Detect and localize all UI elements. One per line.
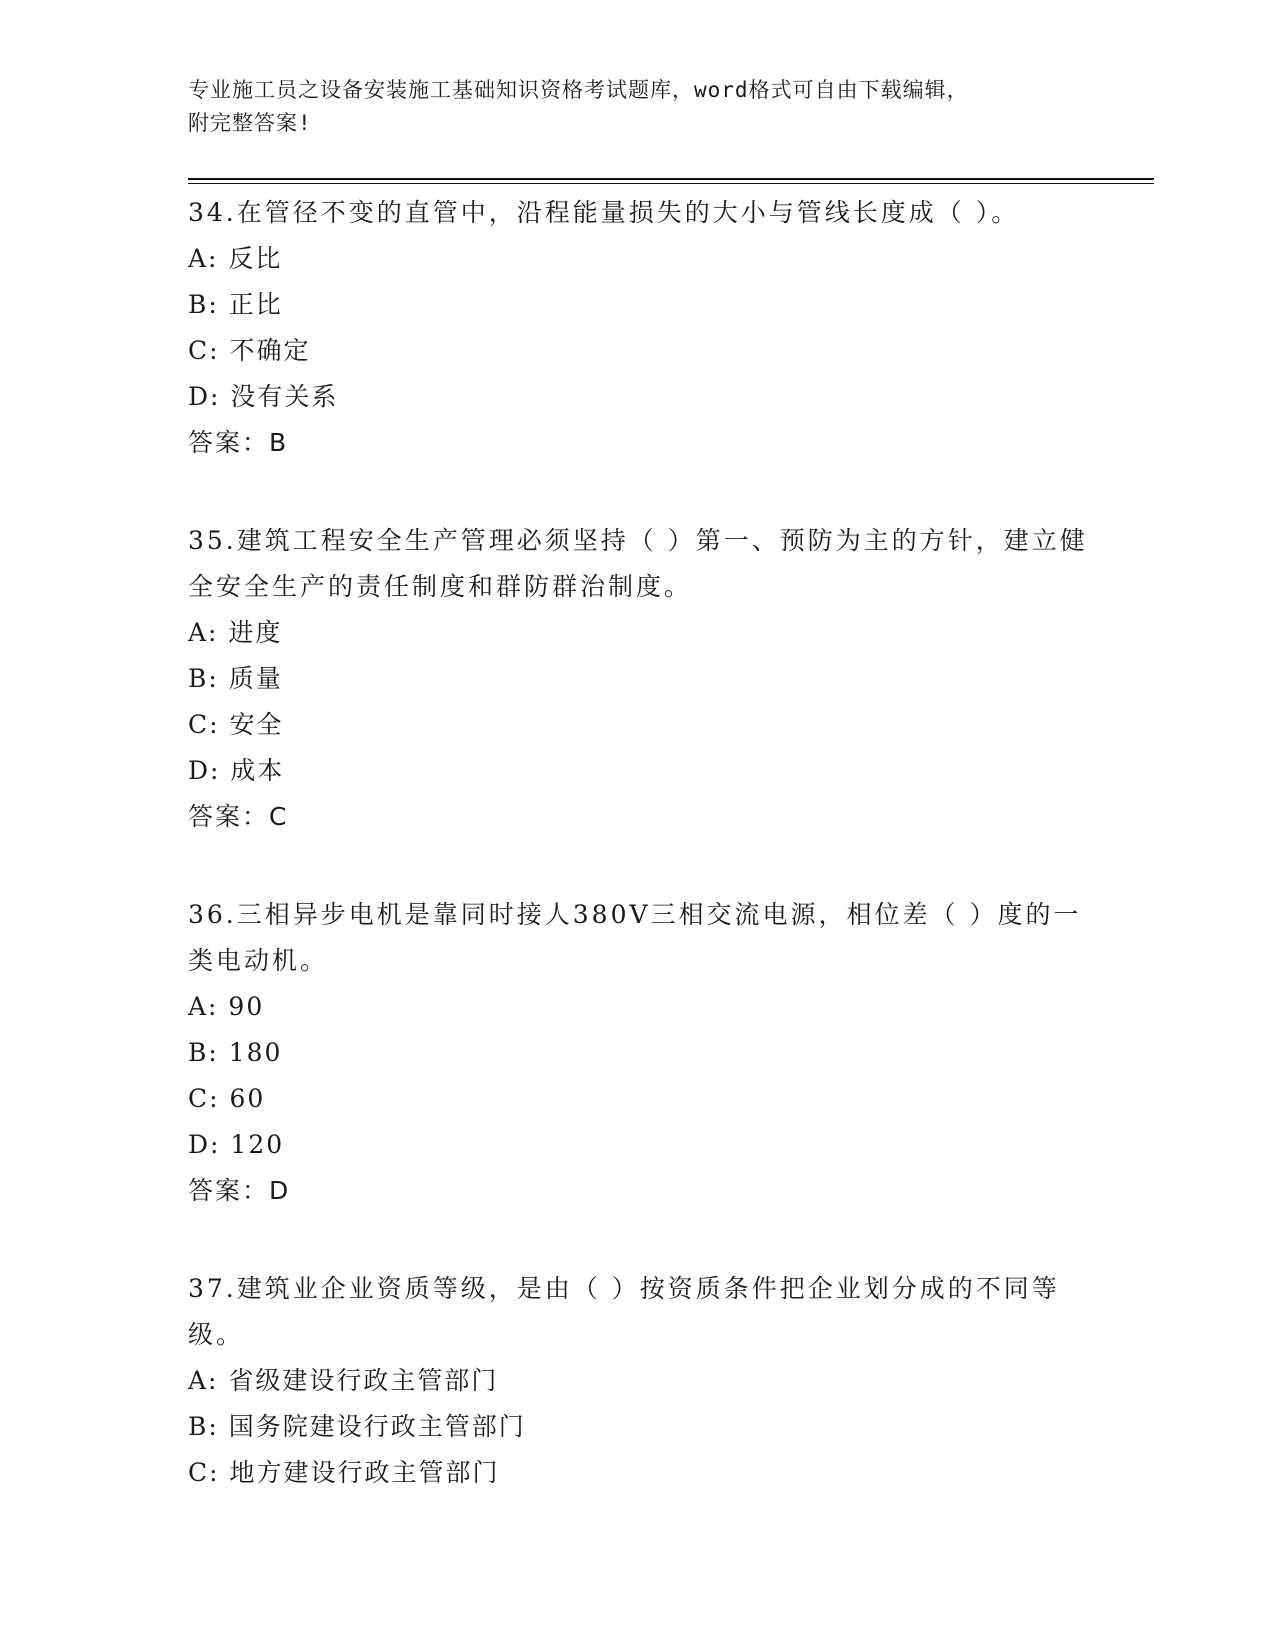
header-line-2: 附完整答案! — [188, 111, 312, 135]
option-d: D: 成本 — [188, 756, 285, 785]
option-d: D: 没有关系 — [188, 382, 339, 411]
question-37 — [188, 1266, 1088, 1496]
option-b: B: 180 — [188, 1038, 283, 1067]
header-divider-thick — [188, 178, 1154, 180]
document-header — [188, 74, 1088, 140]
question-stem: 34.在管径不变的直管中，沿程能量损失的大小与管线长度成（ ）。 — [188, 198, 1020, 227]
option-b: B: 质量 — [188, 664, 283, 693]
question-stem: 36.三相异步电机是靠同时接人380V三相交流电源，相位差（ ）度的一类电动机。 — [188, 900, 1082, 975]
option-a: A: 反比 — [188, 244, 283, 273]
option-b: B: 正比 — [188, 290, 283, 319]
answer: 答案：B — [188, 428, 289, 457]
answer: 答案：D — [188, 1176, 291, 1205]
option-c: C: 安全 — [188, 710, 284, 739]
option-c: C: 地方建设行政主管部门 — [188, 1458, 500, 1487]
header-divider-thin — [188, 183, 1154, 184]
option-b: B: 国务院建设行政主管部门 — [188, 1412, 526, 1441]
option-a: A: 90 — [188, 992, 265, 1021]
option-c: C: 不确定 — [188, 336, 311, 365]
option-d: D: 120 — [188, 1130, 285, 1159]
question-36 — [188, 892, 1088, 1214]
header-line-1: 专业施工员之设备安装施工基础知识资格考试题库，word格式可自由下载编辑， — [188, 78, 969, 102]
option-a: A: 省级建设行政主管部门 — [188, 1366, 499, 1395]
question-stem: 35.建筑工程安全生产管理必须坚持（ ）第一、预防为主的方针，建立健全安全生产的责任制度和群防群治制度。 — [188, 526, 1088, 601]
option-a: A: 进度 — [188, 618, 283, 647]
option-c: C: 60 — [188, 1084, 266, 1113]
question-35 — [188, 518, 1088, 840]
question-34 — [188, 190, 1088, 466]
question-list — [188, 190, 1088, 1548]
question-stem: 37.建筑业企业资质等级，是由（ ）按资质条件把企业划分成的不同等级。 — [188, 1274, 1060, 1349]
answer: 答案：C — [188, 802, 289, 831]
